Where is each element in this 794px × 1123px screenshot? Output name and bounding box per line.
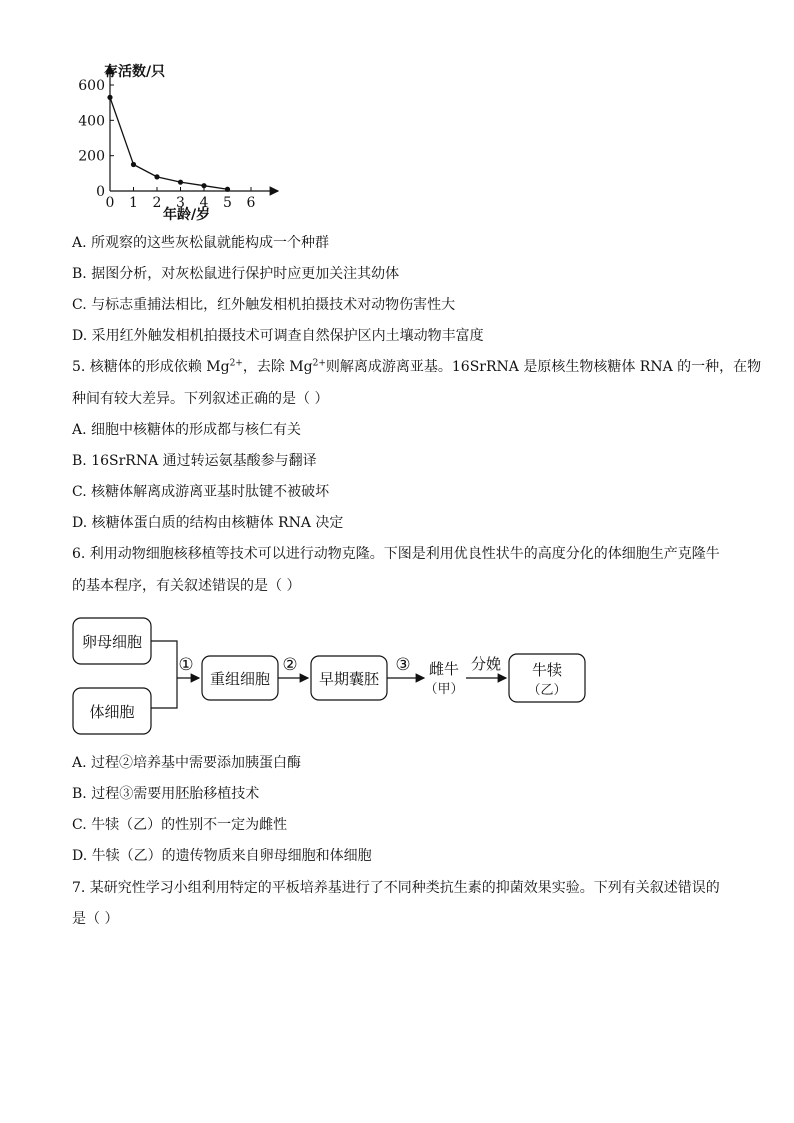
blastocyst-label: 早期囊胚 — [318, 670, 380, 688]
cow-label: 雌牛 — [428, 660, 460, 678]
cloning-flow-diagram — [70, 614, 600, 742]
x-tick-label: 1 — [129, 195, 138, 211]
y-tick-label: 600 — [78, 78, 105, 94]
y-tick-label: 200 — [78, 148, 105, 165]
q6-option-b: B. 过程③需要用胚胎移植技术 — [72, 786, 260, 802]
step-1-label: ① — [178, 655, 194, 675]
q5-option-b: B. 16SrRNA 通过转运氨基酸参与翻译 — [72, 453, 317, 469]
q5-stem-line1: 5. 核糖体的形成依赖 $Mg^{2+}$，去除 $Mg^{2+}$则解离成游离亚基。16SrRNA 是原核生物核糖体 RNA 的一种，在物 — [72, 358, 762, 375]
y-tick-label: 0 — [96, 184, 105, 200]
q4-option-c: C. 与标志重捕法相比，红外触发相机拍摄技术对动物伤害性大 — [72, 297, 456, 313]
data-point — [201, 183, 206, 188]
q6-stem-line2: 的基本程序，有关叙述错误的是（ ） — [72, 578, 301, 594]
q6-stem-line1: 6. 利用动物细胞核移植等技术可以进行动物克隆。下图是利用优良性状牛的高度分化的体细胞生产克隆牛 — [72, 546, 720, 562]
recombined-cell-label: 重组细胞 — [209, 670, 271, 688]
x-tick-label: 5 — [223, 195, 232, 211]
survival-chart — [70, 62, 290, 224]
q7-stem-line1: 7. 某研究性学习小组利用特定的平板培养基进行了不同种类抗生素的抑菌效果实验。下列有关叙述错误的 — [72, 880, 720, 896]
x-tick-label: 3 — [176, 195, 185, 211]
data-point — [131, 162, 136, 167]
q7-stem-line2: 是（ ） — [72, 911, 119, 927]
q5-option-c: C. 核糖体解离成游离亚基时肽键不被破坏 — [72, 484, 330, 500]
birth-label: 分娩 — [470, 655, 502, 673]
data-point — [178, 180, 183, 185]
body-cell-label: 体细胞 — [89, 703, 135, 721]
x-axis-label: 年龄/岁 — [163, 207, 211, 223]
calf-sub-label: （乙） — [527, 683, 567, 698]
q6-option-c: C. 牛犊（乙）的性别不一定为雌性 — [72, 817, 288, 833]
q6-option-a: A. 过程②培养基中需要添加胰蛋白酶 — [72, 755, 302, 771]
data-point — [107, 95, 112, 100]
step-3-label: ③ — [395, 655, 411, 675]
data-point — [225, 187, 230, 192]
y-axis-label: 存活数/只 — [104, 64, 166, 80]
q4-option-a: A. 所观察的这些灰松鼠就能构成一个种群 — [72, 235, 330, 251]
q4-option-b: B. 据图分析，对灰松鼠进行保护时应更加关注其幼体 — [72, 266, 400, 282]
x-tick-label: 4 — [199, 195, 209, 211]
q5-stem-line2: 种间有较大差异。下列叙述正确的是（ ） — [72, 391, 329, 407]
cow-sub-label: （甲） — [424, 682, 464, 697]
step-2-label: ② — [282, 655, 298, 675]
q5-option-a: A. 细胞中核糖体的形成都与核仁有关 — [72, 422, 302, 438]
x-tick-label: 2 — [152, 195, 162, 211]
egg-cell-label: 卵母细胞 — [81, 633, 143, 651]
q4-option-d: D. 采用红外触发相机拍摄技术可调查自然保护区内土壤动物丰富度 — [72, 328, 484, 344]
x-tick-label: 6 — [246, 195, 256, 211]
data-point — [154, 174, 159, 179]
merge-bracket — [151, 641, 177, 708]
series-line — [110, 97, 228, 189]
q6-option-d: D. 牛犊（乙）的遗传物质来自卵母细胞和体细胞 — [72, 848, 372, 864]
calf-label: 牛犊 — [531, 661, 563, 679]
q5-option-d: D. 核糖体蛋白质的结构由核糖体 RNA 决定 — [72, 515, 344, 531]
y-tick-label: 400 — [78, 113, 105, 130]
x-tick-label: 0 — [105, 195, 115, 211]
